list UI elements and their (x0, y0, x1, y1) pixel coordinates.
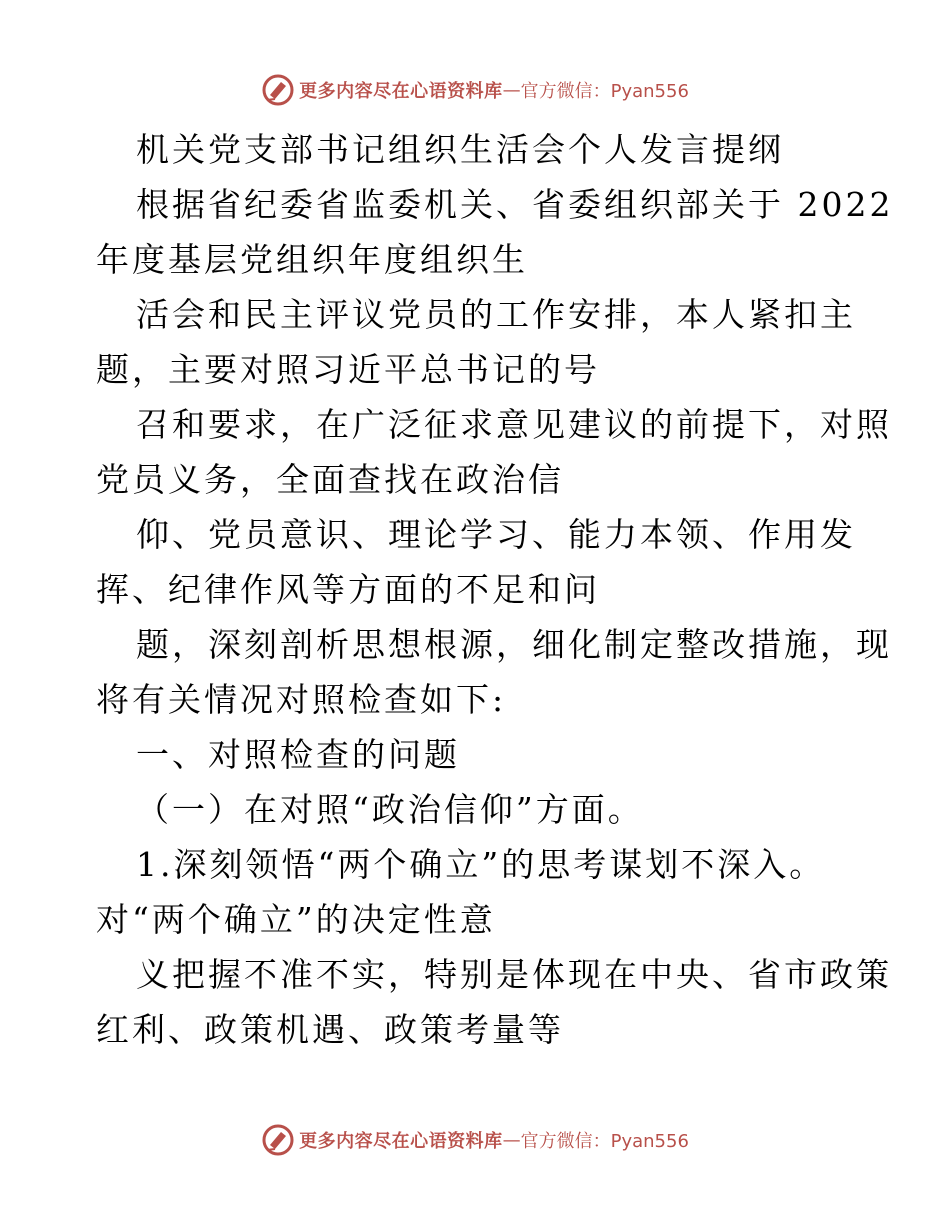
watermark-main-text: 更多内容尽在心语资料库 (299, 1131, 503, 1152)
paragraph-line: 根据省纪委省监委机关、省委组织部关于 2022 (136, 185, 894, 224)
paragraph-line: 红利、政策机遇、政策考量等 (96, 1010, 564, 1049)
paragraph-line: 党员义务，全面查找在政治信 (96, 460, 564, 499)
book-logo-icon (261, 1123, 295, 1157)
section-heading: 一、对照检查的问题 (136, 735, 460, 774)
paragraph-line: 题，主要对照习近平总书记的号 (96, 350, 600, 389)
footer-watermark (0, 1120, 950, 1160)
paragraph-line: 召和要求，在广泛征求意见建议的前提下，对照 (136, 405, 892, 444)
watermark-sub-text: 官方微信：Pyan556 (520, 1131, 689, 1152)
paragraph-line: 将有关情况对照检查如下: (96, 680, 507, 719)
watermark-sub-text: 官方微信：Pyan556 (520, 81, 689, 102)
watermark-separator: — (502, 79, 521, 101)
document-body (96, 122, 894, 1057)
paragraph-line: 1.深刻领悟“两个确立”的思考谋划不深入。 (136, 845, 826, 884)
paragraph-line: 仰、党员意识、理论学习、能力本领、作用发 (136, 515, 856, 554)
watermark-separator: — (502, 1129, 521, 1151)
header-watermark (0, 70, 950, 110)
paragraph-line: 年度基层党组织年度组织生 (96, 240, 528, 279)
watermark-main-text: 更多内容尽在心语资料库 (299, 81, 503, 102)
book-logo-icon (261, 73, 295, 107)
subsection-heading: （一）在对照“政治信仰”方面。 (136, 790, 644, 829)
doc-title: 机关党支部书记组织生活会个人发言提纲 (136, 130, 784, 169)
paragraph-line: 挥、纪律作风等方面的不足和问 (96, 570, 600, 609)
paragraph-line: 活会和民主评议党员的工作安排，本人紧扣主 (136, 295, 856, 334)
paragraph-line: 义把握不准不实，特别是体现在中央、省市政策 (136, 955, 892, 994)
paragraph-line: 对“两个确立”的决定性意 (96, 900, 496, 939)
paragraph-line: 题，深刻剖析思想根源，细化制定整改措施，现 (136, 625, 892, 664)
